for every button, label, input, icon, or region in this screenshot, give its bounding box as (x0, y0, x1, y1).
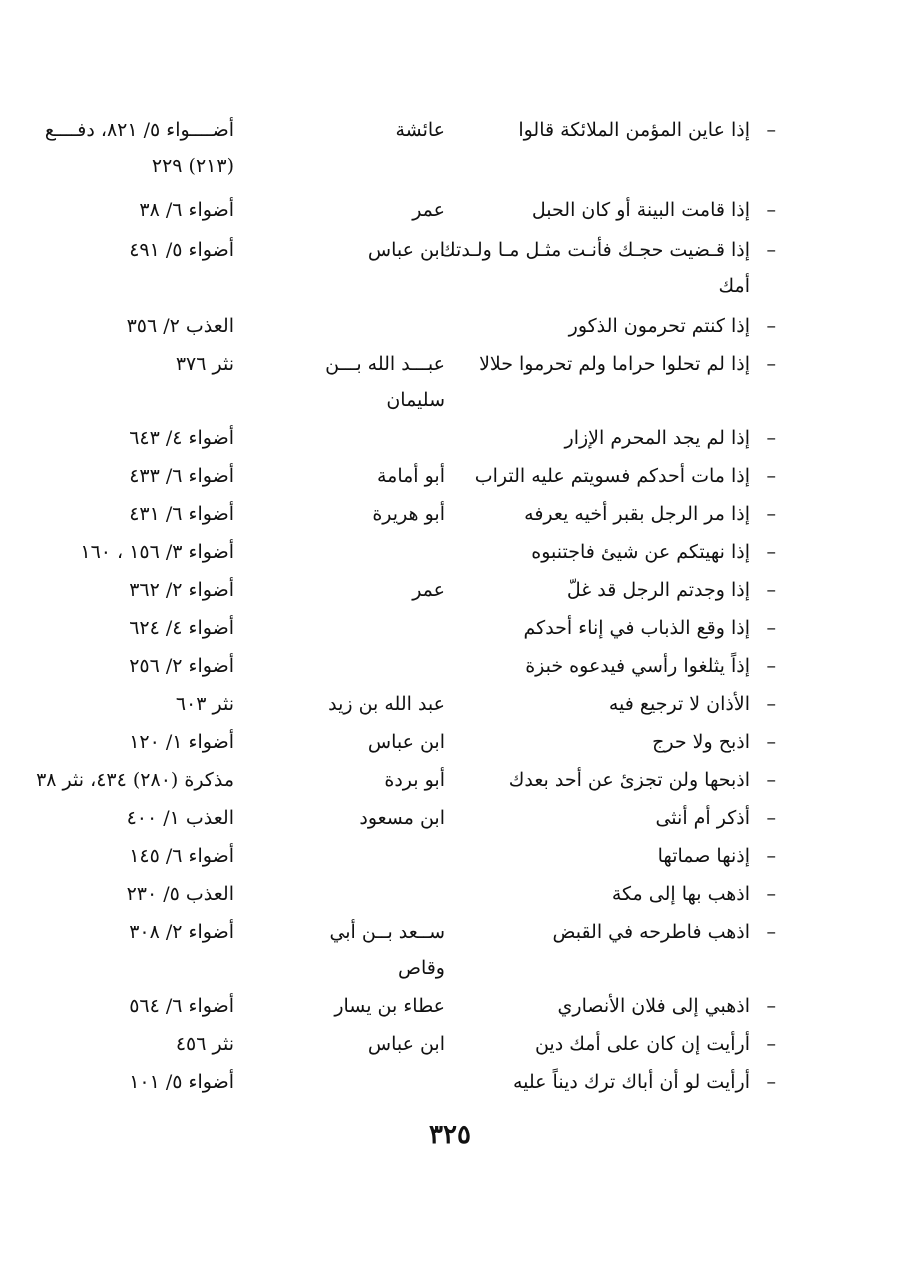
hadith-text: اذبح ولا حرج (652, 731, 750, 753)
dash-marker: – (766, 315, 776, 337)
hadith-text: إذا نهيتكم عن شيئ فاجتنبوه (531, 541, 750, 563)
hadith-text: أمك (718, 275, 750, 297)
narrator-name: أبو هريرة (372, 503, 445, 525)
source-reference: أضواء ٤/ ٦٤٣ (129, 427, 234, 449)
index-row (0, 232, 900, 268)
dash-marker: – (766, 465, 776, 487)
dash-marker: – (766, 503, 776, 525)
narrator-name: أبو أمامة (376, 465, 445, 487)
dash-marker: – (766, 921, 776, 943)
index-row (0, 950, 900, 986)
hadith-text: إذا قـضيت حجـك فأنـت مثـل مـا ولـدتك (440, 239, 750, 261)
source-reference: أضواء ٣/ ١٥٦ ، ١٦٠ (80, 541, 234, 563)
dash-marker: – (766, 427, 776, 449)
hadith-text: إذا لم يجد المحرم الإزار (564, 427, 750, 449)
narrator-name: ابن عباس (367, 239, 445, 261)
index-row (0, 382, 900, 418)
index-row (0, 534, 900, 570)
dash-marker: – (766, 119, 776, 141)
narrator-name: ابن مسعود (359, 807, 445, 829)
dash-marker: – (766, 353, 776, 375)
index-row (0, 648, 900, 684)
index-row (0, 914, 900, 950)
dash-marker: – (766, 1033, 776, 1055)
index-row (0, 496, 900, 532)
hadith-text: إذا مر الرجل بقبر أخيه يعرفه (524, 503, 750, 525)
hadith-text: إذا مات أحدكم فسويتم عليه التراب (474, 465, 750, 487)
source-reference: العذب ٥/ ٢٣٠ (126, 883, 234, 905)
source-reference: نثر ٤٥٦ (175, 1033, 234, 1055)
index-row (0, 308, 900, 344)
index-row (0, 610, 900, 646)
dash-marker: – (766, 769, 776, 791)
hadith-text: إذا كنتم تحرمون الذكور (568, 315, 750, 337)
narrator-name: عبد الله بن زيد (328, 693, 445, 715)
hadith-text: اذهب بها إلى مكة (611, 883, 750, 905)
hadith-text: إذا قامت البينة أو كان الحبل (531, 199, 750, 221)
narrator-name: عمر (412, 199, 445, 221)
source-reference: أضواء ٤/ ٦٢٤ (129, 617, 234, 639)
hadith-text: الأذان لا ترجيع فيه (608, 693, 750, 715)
narrator-name: وقاص (397, 957, 445, 979)
index-row (0, 800, 900, 836)
source-reference: أضواء ٢/ ٣٦٢ (129, 579, 234, 601)
page-number: ٣٢٥ (429, 1120, 471, 1150)
source-reference: أضواء ١/ ١٢٠ (129, 731, 234, 753)
source-reference: العذب ٢/ ٣٥٦ (126, 315, 234, 337)
source-reference: (٢١٣) ٢٢٩ (151, 155, 234, 177)
dash-marker: – (766, 995, 776, 1017)
dash-marker: – (766, 239, 776, 261)
source-reference: أضــــواء ٥/ ٨٢١، دفــــع (44, 119, 234, 141)
index-row (0, 1026, 900, 1062)
dash-marker: – (766, 541, 776, 563)
hadith-text: إذا وجدتم الرجل قد غلّ (566, 579, 750, 601)
dash-marker: – (766, 807, 776, 829)
source-reference: أضواء ٦/ ٣٨ (139, 199, 234, 221)
dash-marker: – (766, 199, 776, 221)
source-reference: أضواء ٦/ ٤٣٣ (129, 465, 234, 487)
narrator-name: ســعد بــن أبي (329, 921, 445, 943)
narrator-name: عائشة (395, 119, 445, 141)
dash-marker: – (766, 579, 776, 601)
dash-marker: – (766, 731, 776, 753)
hadith-text: اذبحها ولن تجزئ عن أحد بعدك (508, 769, 750, 791)
narrator-name: عطاء بن يسار (334, 995, 445, 1017)
hadith-text: أذكر أم أنثى (655, 807, 750, 829)
source-reference: أضواء ٦/ ١٤٥ (129, 845, 234, 867)
index-row (0, 876, 900, 912)
dash-marker: – (766, 693, 776, 715)
hadith-text: إذا عاين المؤمن الملائكة قالوا (518, 119, 750, 141)
index-row (0, 572, 900, 608)
index-row (0, 724, 900, 760)
source-reference: أضواء ٦/ ٥٦٤ (129, 995, 234, 1017)
source-reference: أضواء ٦/ ٤٣١ (129, 503, 234, 525)
dash-marker: – (766, 655, 776, 677)
hadith-text: اذهبي إلى فلان الأنصاري (557, 995, 750, 1017)
source-reference: أضواء ٢/ ٢٥٦ (129, 655, 234, 677)
narrator-name: ابن عباس (367, 731, 445, 753)
index-row (0, 458, 900, 494)
hadith-text: أرأيت لو أن أباك ترك ديناً عليه (512, 1071, 750, 1093)
narrator-name: عمر (412, 579, 445, 601)
dash-marker: – (766, 845, 776, 867)
source-reference: أضواء ٢/ ٣٠٨ (129, 921, 234, 943)
index-row (0, 420, 900, 456)
index-row (0, 112, 900, 148)
narrator-name: ابن عباس (367, 1033, 445, 1055)
dash-marker: – (766, 617, 776, 639)
hadith-text: أرأيت إن كان على أمك دين (534, 1033, 750, 1055)
source-reference: العذب ١/ ٤٠٠ (126, 807, 234, 829)
index-row (0, 686, 900, 722)
hadith-text: إذاً يثلغوا رأسي فيدعوه خبزة (525, 655, 750, 677)
source-reference: نثر ٦٠٣ (175, 693, 234, 715)
index-row (0, 762, 900, 798)
narrator-name: أبو بردة (384, 769, 445, 791)
source-reference: نثر ٣٧٦ (175, 353, 234, 375)
hadith-text: إذا لم تحلوا حراما ولم تحرموا حلالا (479, 353, 750, 375)
hadith-text: اذهب فاطرحه في القبض (552, 921, 750, 943)
dash-marker: – (766, 883, 776, 905)
dash-marker: – (766, 1071, 776, 1093)
index-row (0, 268, 900, 304)
index-row (0, 346, 900, 382)
index-row (0, 192, 900, 228)
source-reference: أضواء ٥/ ١٠١ (129, 1071, 234, 1093)
index-row (0, 148, 900, 184)
source-reference: مذكرة (٢٨٠) ٤٣٤، نثر ٣٨ (36, 769, 234, 791)
hadith-text: إذا وقع الذباب في إناء أحدكم (523, 617, 750, 639)
index-row (0, 1064, 900, 1100)
narrator-name: سليمان (386, 389, 445, 411)
index-row (0, 988, 900, 1024)
narrator-name: عبـــد الله بـــن (325, 353, 445, 375)
index-row (0, 838, 900, 874)
hadith-text: إذنها صماتها (657, 845, 750, 867)
source-reference: أضواء ٥/ ٤٩١ (129, 239, 234, 261)
